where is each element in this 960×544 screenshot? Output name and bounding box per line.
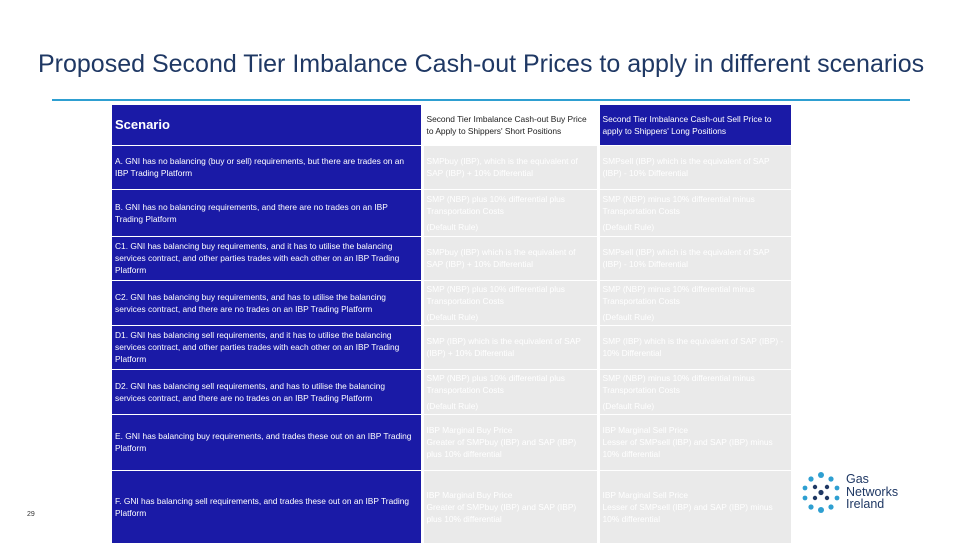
buy-price-line: IBP Marginal Buy Price <box>426 489 513 500</box>
sell-price-line: (Default Rule) <box>602 311 655 322</box>
buy-price-line: SMP (IBP) which is the equivalent of SAP (IBP) + 10% Differential <box>426 336 581 358</box>
sell-price-cell <box>598 414 791 470</box>
buy-price-line: SMPbuy (IBP), which is the equivalent of SAP (IBP) + 10% Differential <box>426 156 578 178</box>
sell-price-line: IBP Marginal Sell Price <box>602 489 688 500</box>
buy-price-line: (Default Rule) <box>426 400 479 411</box>
logo-wordmark <box>846 473 898 511</box>
buy-price-line: SMP (NBP) plus 10% differential plus Transportation Costs <box>426 372 565 395</box>
sell-price-line: SMP (NBP) minus 10% differential minus Transportation Costs <box>602 372 755 395</box>
table-header-row <box>112 105 791 145</box>
table-row <box>112 470 791 543</box>
scenario-cell: F. GNI has balancing sell requirements, and trades these out on an IBP Trading Platform <box>112 470 422 543</box>
header-scenario: Scenario <box>112 105 422 145</box>
scenario-cell: D1. GNI has balancing sell requirements, and it has to utilise the balancing services contract, and other parties trades with each other on an IBP Trading Platform <box>112 325 422 369</box>
sell-price-line: SMP (NBP) minus 10% differential minus Transportation Costs <box>602 283 755 306</box>
sell-price-line: SMPsell (IBP) which is the equivalent of SAP (IBP) - 10% Differential <box>602 247 770 269</box>
buy-price-line: SMP (NBP) plus 10% differential plus Transportation Costs <box>426 283 565 306</box>
table-row <box>112 145 791 189</box>
scenario-cell: B. GNI has no balancing requirements, and there are no trades on an IBP Trading Platform <box>112 189 422 236</box>
sell-price-cell <box>598 145 791 189</box>
buy-price-cell <box>422 470 598 543</box>
buy-price-line: Greater of SMPbuy (IBP) and SAP (IBP) plus 10% differential <box>426 437 577 459</box>
table-row <box>112 280 791 325</box>
table-row <box>112 325 791 369</box>
sell-price-cell <box>598 236 791 280</box>
sell-price-cell <box>598 189 791 236</box>
table-row <box>112 189 791 236</box>
title-divider <box>52 99 910 101</box>
sell-price-line: (Default Rule) <box>602 221 655 232</box>
scenario-cell: C1. GNI has balancing buy requirements, and it has to utilise the balancing services contract, and other parties trades with each other on an IBP Trading Platform <box>112 236 422 280</box>
table-row <box>112 236 791 280</box>
scenario-cell: C2. GNI has balancing buy requirements, and has to utilise the balancing services contract, and there are no trades on an IBP Trading Platform <box>112 280 422 325</box>
cashout-price-table <box>112 105 791 544</box>
scenario-cell: A. GNI has no balancing (buy or sell) requirements, but there are trades on an IBP Trading Platform <box>112 145 422 189</box>
table-row <box>112 414 791 470</box>
logo-line-2: Networks <box>846 484 899 499</box>
buy-price-line: (Default Rule) <box>426 311 479 322</box>
header-buy-price: Second Tier Imbalance Cash-out Buy Price to Apply to Shippers' Short Positions <box>422 105 598 145</box>
gas-networks-ireland-logo-icon <box>800 470 842 514</box>
scenario-cell: E. GNI has balancing buy requirements, and trades these out on an IBP Trading Platform <box>112 414 422 470</box>
buy-price-line: (Default Rule) <box>426 221 479 232</box>
buy-price-cell <box>422 325 598 369</box>
sell-price-line: (Default Rule) <box>602 400 655 411</box>
table-row <box>112 369 791 414</box>
sell-price-line: IBP Marginal Sell Price <box>602 425 688 435</box>
sell-price-cell <box>598 325 791 369</box>
buy-price-cell <box>422 236 598 280</box>
sell-price-line: SMPsell (IBP) which is the equivalent of SAP (IBP) - 10% Differential <box>602 156 770 178</box>
gas-networks-ireland-logo <box>800 470 920 514</box>
sell-price-cell <box>598 369 791 414</box>
buy-price-cell <box>422 145 598 189</box>
sell-price-cell <box>598 470 791 543</box>
buy-price-cell <box>422 369 598 414</box>
buy-price-line: SMP (NBP) plus 10% differential plus Transportation Costs <box>426 193 565 216</box>
page-title: Proposed Second Tier Imbalance Cash-out Prices to apply in different scenarios <box>38 50 925 78</box>
page-number: 29 <box>27 511 35 518</box>
scenario-cell: D2. GNI has balancing sell requirements, and has to utilise the balancing services contract, and there are no trades on an IBP Trading Platform <box>112 369 422 414</box>
sell-price-line: SMP (NBP) minus 10% differential minus Transportation Costs <box>602 193 755 216</box>
buy-price-line: IBP Marginal Buy Price <box>426 425 513 435</box>
sell-price-line: Lesser of SMPsell (IBP) and SAP (IBP) minus 10% differential <box>602 501 773 524</box>
buy-price-line: SMPbuy (IBP) which is the equivalent of SAP (IBP) + 10% Differential <box>426 247 576 269</box>
logo-line-3: Ireland <box>846 497 885 511</box>
logo-line-1: Gas <box>846 472 869 486</box>
buy-price-cell <box>422 189 598 236</box>
header-sell-price: Second Tier Imbalance Cash-out Sell Price to apply to Shippers' Long Positions <box>598 105 791 145</box>
sell-price-line: Lesser of SMPsell (IBP) and SAP (IBP) minus 10% differential <box>602 437 773 459</box>
sell-price-cell <box>598 280 791 325</box>
sell-price-line: SMP (IBP) which is the equivalent of SAP (IBP) - 10% Differential <box>602 336 784 358</box>
buy-price-cell <box>422 280 598 325</box>
buy-price-cell <box>422 414 598 470</box>
buy-price-line: Greater of SMPbuy (IBP) and SAP (IBP) plus 10% differential <box>426 501 577 524</box>
